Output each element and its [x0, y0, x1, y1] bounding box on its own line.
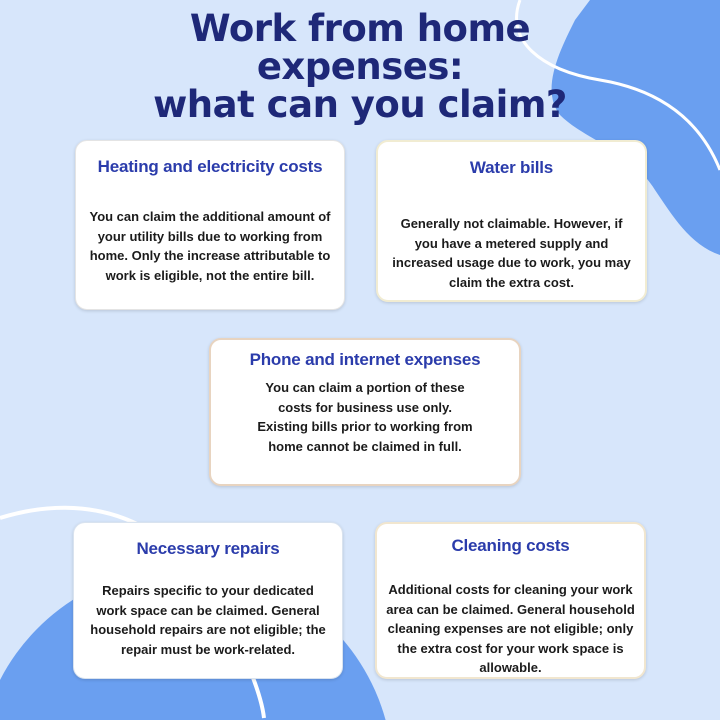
card-heading: Water bills — [469, 158, 554, 177]
page-title — [0, 7, 720, 126]
card-water-bills — [376, 140, 647, 302]
title-line: expenses: — [256, 45, 464, 88]
card-body: Repairs specific to your dedicated work space can be claimed. General household repairs are not eligible; the repair must be work-related. — [90, 583, 326, 657]
card-heading: Necessary repairs — [136, 539, 280, 558]
card-necessary-repairs — [73, 522, 343, 679]
card-body: Additional costs for cleaning your work area can be claimed. General household cleaning expenses are not eligible; only the extra cost for your work space is allowable. — [386, 582, 635, 675]
card-phone-internet — [209, 338, 521, 486]
card-cleaning-costs — [375, 522, 646, 679]
card-heading: Phone and internet expenses — [249, 350, 481, 369]
card-heading: Heating and electricity costs — [97, 157, 323, 176]
title-line: Work from home — [189, 7, 531, 50]
card-heating-electricity — [75, 140, 345, 310]
card-body: You can claim the additional amount of your utility bills due to working from home. Only the increase attributable to work is eligible, not the entire bill. — [89, 209, 331, 283]
title-line: what can you claim? — [153, 83, 567, 126]
card-heading: Cleaning costs — [451, 536, 570, 555]
card-body: Generally not claimable. However, if you have a metered supply and increased usage due to work, you may claim the extra cost. — [392, 216, 631, 290]
card-body: You can claim a portion of these costs for business use only. Existing bills prior to working from home cannot be claimed in full. — [257, 380, 473, 454]
